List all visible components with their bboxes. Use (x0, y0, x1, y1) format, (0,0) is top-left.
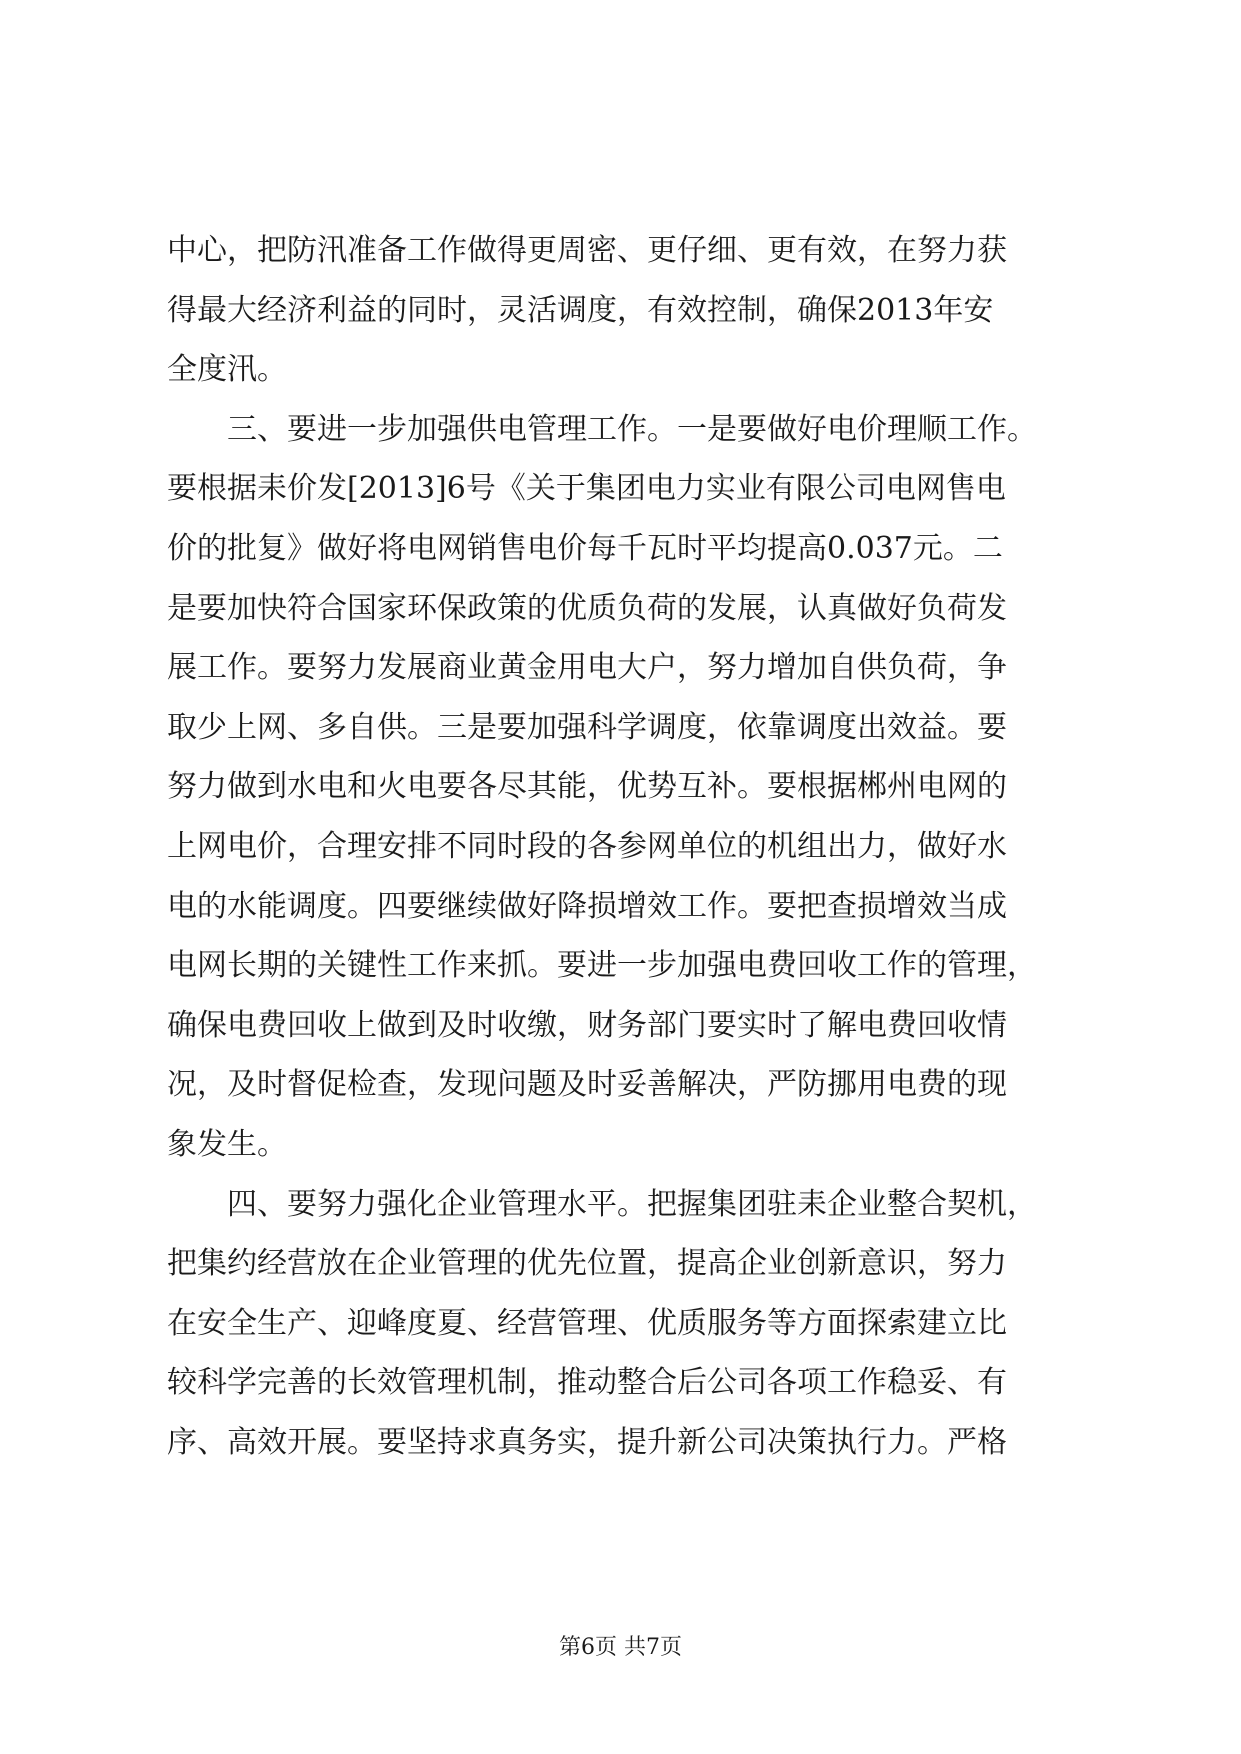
text-line: 在安全生产、迎峰度夏、经营管理、优质服务等方面探索建立比 (167, 1305, 1007, 1341)
text-line: 价的批复》做好将电网销售电价每千瓦时平均提高0.037元。二 (167, 530, 1003, 566)
text-line: 三、要进一步加强供电管理工作。一是要做好电价理顺工作。 (167, 411, 1037, 447)
text-line: 象发生。 (167, 1126, 287, 1162)
text-line: 努力做到水电和火电要各尽其能，优势互补。要根据郴州电网的 (167, 769, 1007, 805)
text-line: 确保电费回收上做到及时收缴，财务部门要实时了解电费回收情 (167, 1007, 1007, 1043)
text-line: 展工作。要努力发展商业黄金用电大户，努力增加自供负荷，争 (167, 650, 1007, 686)
text-line: 上网电价，合理安排不同时段的各参网单位的机组出力，做好水 (167, 828, 1007, 864)
text-line: 取少上网、多自供。三是要加强科学调度，依靠调度出效益。要 (167, 709, 1007, 745)
text-line: 较科学完善的长效管理机制，推动整合后公司各项工作稳妥、有 (167, 1365, 1007, 1401)
page-number-label: 第6页 共7页 (559, 1635, 682, 1660)
text-line: 全度汛。 (167, 352, 287, 388)
text-line: 是要加快符合国家环保政策的优质负荷的发展，认真做好负荷发 (167, 590, 1007, 626)
body-text (167, 221, 1089, 1472)
text-line: 况，及时督促检查，发现问题及时妥善解决，严防挪用电费的现 (167, 1067, 1007, 1103)
text-line: 要根据耒价发[2013]6号《关于集团电力实业有限公司电网售电 (167, 471, 1006, 507)
text-line: 得最大经济利益的同时，灵活调度，有效控制，确保2013年安 (167, 292, 994, 328)
text-line: 中心，把防汛准备工作做得更周密、更仔细、更有效，在努力获 (167, 233, 1007, 268)
text-line: 把集约经营放在企业管理的优先位置，提高企业创新意识，努力 (167, 1246, 1007, 1282)
text-line: 序、高效开展。要坚持求真务实，提升新公司决策执行力。严格 (167, 1424, 1007, 1460)
text-line: 电网长期的关键性工作来抓。要进一步加强电费回收工作的管理， (167, 948, 1037, 984)
text-line: 电的水能调度。四要继续做好降损增效工作。要把查损增效当成 (167, 888, 1007, 924)
text-line: 四、要努力强化企业管理水平。把握集团驻耒企业整合契机， (167, 1186, 1037, 1222)
page-footer (0, 1633, 1241, 1663)
